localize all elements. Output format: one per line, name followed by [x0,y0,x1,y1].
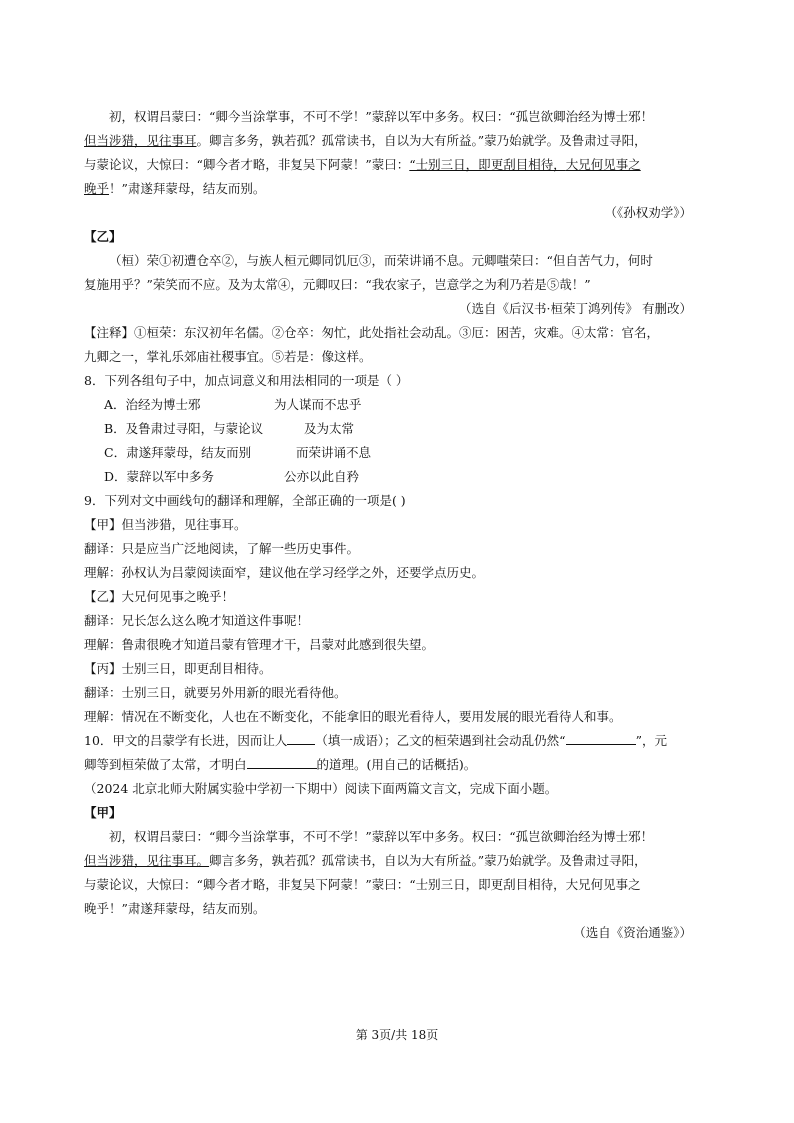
passage1-line4 [84,179,692,199]
notes-line2: 九卿之一，掌礼乐郊庙社稷事宜。⑤若是：像这样。 [84,349,372,364]
question-10-line2 [84,755,692,775]
passage1-line2-rest: 。卿言多务，孰若孤？孤常读书，自以为大有所益。”蒙乃始就学。及鲁肃过寻阳， [196,133,647,148]
passage2-source: （选自《资治通鉴》） [573,925,692,940]
q8-option-d-right: 公亦以此自矜 [284,469,360,484]
q8-option-a-right: 为人谋而不忠乎 [274,397,362,412]
question-10-line1 [84,731,692,751]
section-label-yi: 【乙】 [84,229,122,244]
q9-yi-translation: 翻译：兄长怎么这么晚才知道这件事呢！ [84,613,310,628]
underlined-sentence: 但当涉猎，见往事耳 [84,133,197,148]
page-number: 第 3页/共 18页 [355,1028,439,1042]
question-9-stem: 9．下列对文中画线句的翻译和理解，全部正确的一项是( ) [84,493,406,508]
reading-intro: （2024 北京北师大附属实验中学初一下期中）阅读下面两篇文言文，完成下面小题。 [84,781,558,796]
passage2-line1: 初，权谓吕蒙曰：“卿今当涂掌事，不可不学！”蒙辞以军中多务。权曰：“孤岂欲卿治经为博士邪！ [109,829,654,844]
q10-text-a: 10．甲文的吕蒙学有长进，因而让人 [84,733,288,748]
answer-blank[interactable] [566,731,636,745]
q8-option-d-left: D．蒙辞以军中多务 [104,469,215,484]
passage1-source: （《孙权劝学》） [604,205,692,220]
passage2-line2 [84,851,692,871]
q10-text-b: （填一成语）；乙文的桓荣遇到社会动乱仍然“ [315,733,566,748]
q9-bing-understanding: 理解：情况在不断变化，人也在不断变化，不能拿旧的眼光看待人，要用发展的眼光看待人和事。 [84,709,622,724]
passage2-line3: 与蒙论议，大惊曰：“卿今者才略，非复吴下阿蒙！”蒙曰：“士别三日，即更刮目相待，大兄何见事之 [84,877,641,892]
answer-blank[interactable] [247,755,317,769]
underlined-sentence: 但当涉猎，见往事耳。 [84,853,210,868]
q9-bing-translation: 翻译：士别三日，就要另外用新的眼光看待他。 [84,685,347,700]
q10-text-c: ”，元 [635,733,667,748]
q9-jia-translation: 翻译：只是应当广泛地阅读，了解一些历史事件。 [84,541,360,556]
q8-option-b-right: 及为太常 [304,421,355,436]
yi-line2: 复施用乎？”荣笑而不应。及为太常④，元卿叹曰：“我农家子，岂意学之为利乃若是⑤哉！” [84,277,591,292]
yi-line1: （桓）荣①初遭仓卒②，与族人桓元卿同饥厄③，而荣讲诵不息。元卿嗤荣曰：“但自苦气力，何时 [109,253,653,268]
q10-text-d: 卿等到桓荣做了太常，才明白 [84,757,247,772]
passage1-line4-rest: ！”肃遂拜蒙母，结友而别。 [109,181,266,196]
answer-blank[interactable] [287,731,315,745]
q8-option-b-left: B．及鲁肃过寻阳，与蒙论议 [104,421,264,436]
underlined-sentence: “士别三日，即更刮目相待， [409,157,566,172]
underlined-sentence: 晚乎 [84,181,110,196]
q9-bing: 【丙】士别三日，即更刮目相待。 [84,661,272,676]
passage2-line2-rest: 卿言多务，孰若孤？孤常读书，自以为大有所益。”蒙乃始就学。及鲁肃过寻阳， [209,853,647,868]
underlined-sentence: 大兄何见事之 [565,157,641,172]
q9-yi: 【乙】大兄何见事之晚乎！ [84,589,235,604]
passage1-line3 [84,155,692,175]
question-8-stem: 8．下列各组句子中，加点词意义和用法相同的一项是（ ） [84,373,409,388]
q8-option-a-left: A．治经为博士邪 [104,397,201,412]
q8-option-c-right: 而荣讲诵不息 [296,445,372,460]
q9-jia: 【甲】但当涉猎，见往事耳。 [84,517,247,532]
q10-text-e: 的道理。(用自己的话概括)。 [316,757,477,772]
q8-option-c-left: C．肃遂拜蒙母，结友而别 [104,445,252,460]
section-label-jia: 【甲】 [84,805,122,820]
yi-source: （选自《后汉书·桓荣丁鸿列传》 有删改） [459,301,692,316]
notes-line1: 【注释】①桓荣：东汉初年名儒。②仓卒：匆忙，此处指社会动乱。③厄：困苦，灾难。④太常：官名， [84,325,660,340]
passage1-line1: 初，权谓吕蒙曰：“卿今当涂掌事，不可不学！”蒙辞以军中多务。权曰：“孤岂欲卿治经为博士邪！ [109,109,654,124]
q9-yi-understanding: 理解：鲁肃很晚才知道吕蒙有管理才干，吕蒙对此感到很失望。 [84,637,435,652]
passage2-line4: 晚乎！”肃遂拜蒙母，结友而别。 [84,901,266,916]
passage1-line2 [84,131,692,151]
passage1-line3-text: 与蒙论议，大惊曰：“卿今者才略，非复吴下阿蒙！”蒙曰： [84,157,410,172]
q9-jia-understanding: 理解：孙权认为吕蒙阅读面窄，建议他在学习经学之外，还要学点历史。 [84,565,485,580]
